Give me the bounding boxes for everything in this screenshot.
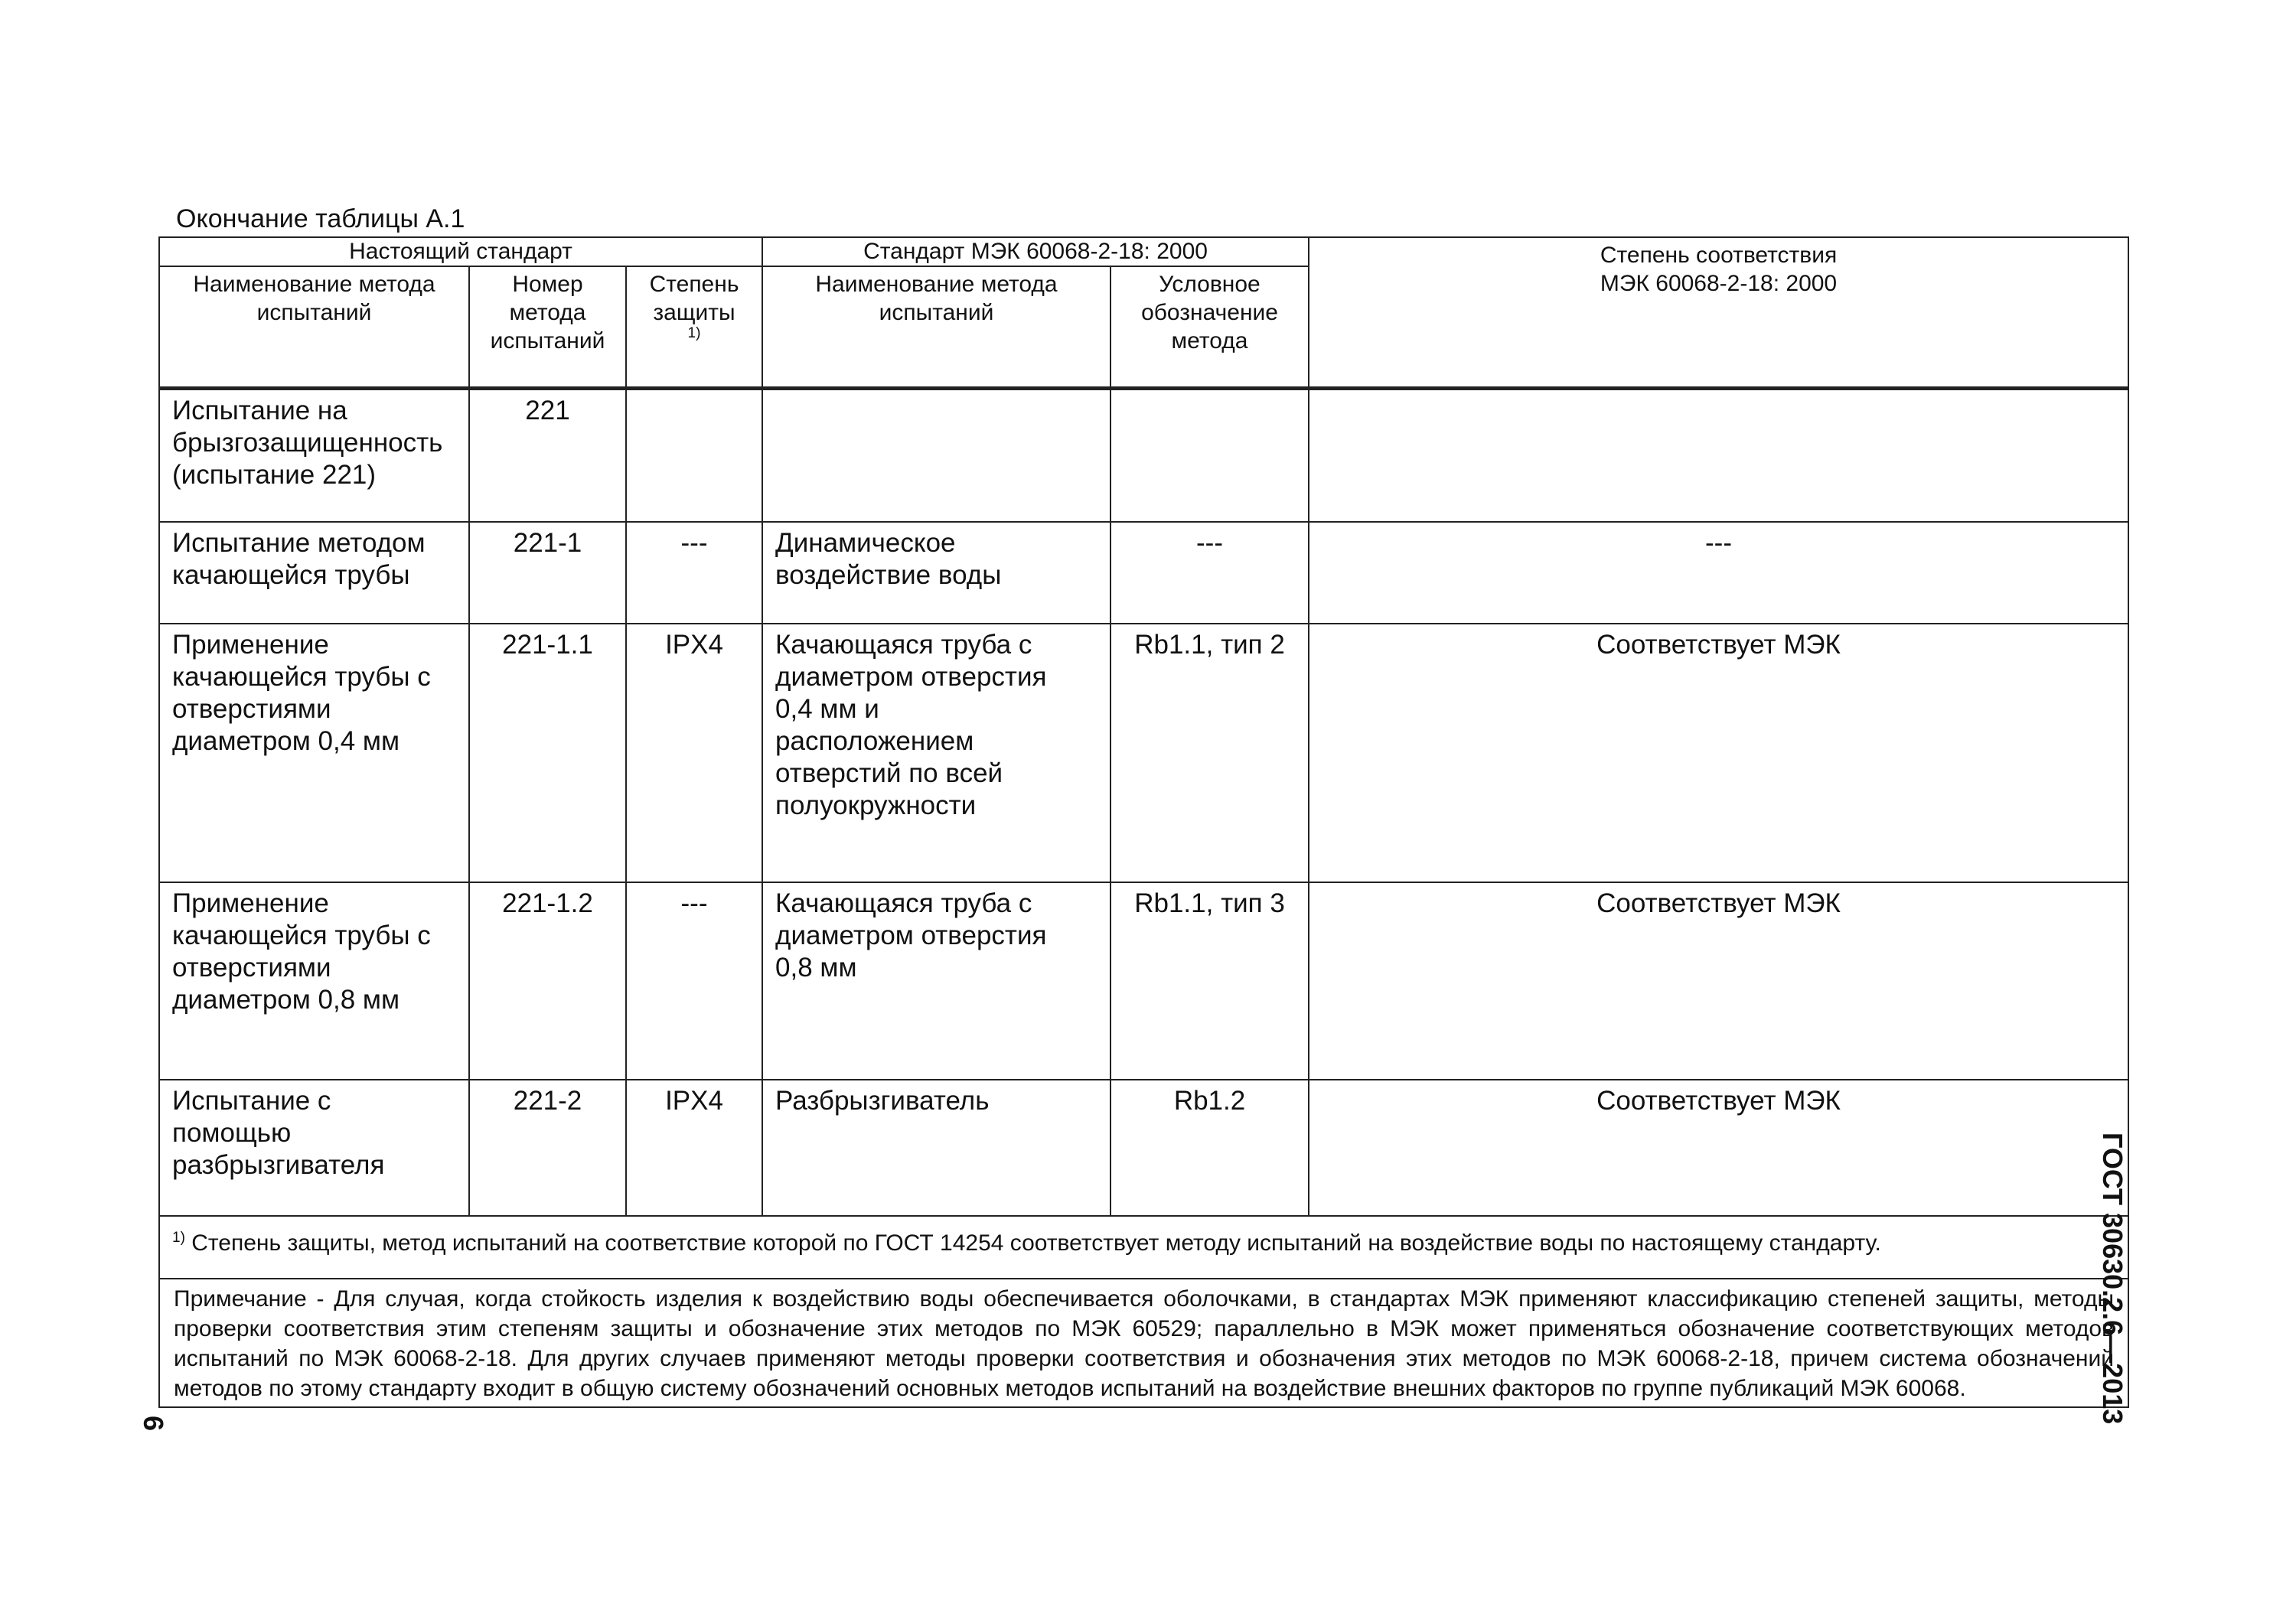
- header-conformity-line1: Степень соответствия: [1600, 243, 1838, 268]
- header-col-name: [159, 266, 469, 389]
- header-col-designation: [1110, 266, 1309, 389]
- cell-text: расположением: [775, 726, 974, 756]
- cell-text: полуокружности: [775, 790, 977, 820]
- header-col-degree-line2: защиты: [653, 300, 735, 325]
- standards-comparison-table: [158, 236, 2129, 1408]
- cell-conformity: ---: [1309, 522, 2128, 624]
- header-col-name-line2: испытаний: [256, 300, 372, 325]
- cell-text: Испытание методом: [172, 528, 426, 558]
- cell-text: отверстий по всей: [775, 758, 1003, 788]
- cell-name: [159, 624, 469, 882]
- table-row: [159, 1080, 2128, 1216]
- cell-text: Применение: [172, 630, 329, 660]
- cell-text: качающейся трубы: [172, 560, 410, 590]
- cell-degree: ---: [626, 522, 762, 624]
- cell-name: [159, 389, 469, 523]
- cell-text: диаметром 0,8 мм: [172, 985, 400, 1015]
- footnote: [159, 1216, 2128, 1279]
- cell-text: Разбрызгиватель: [775, 1086, 990, 1116]
- header-col-degree-note: 1): [687, 325, 701, 341]
- cell-text: помощью: [172, 1118, 292, 1148]
- cell-iec-name: [762, 389, 1110, 523]
- header-col-number-line1: Номер: [512, 272, 583, 297]
- table-row: [159, 624, 2128, 882]
- cell-text: 0,4 мм и: [775, 694, 879, 724]
- cell-text: отверстиями: [172, 953, 331, 983]
- table-row: [159, 522, 2128, 624]
- header-col-iec-name-line2: испытаний: [879, 300, 994, 325]
- cell-text: качающейся трубы с: [172, 662, 431, 692]
- cell-number: 221: [469, 389, 626, 523]
- cell-designation: Rb1.1, тип 3: [1110, 882, 1309, 1080]
- header-col-degree-line1: Степень: [649, 272, 739, 297]
- header-col-iec-name: [762, 266, 1110, 389]
- header-conformity: [1309, 237, 2128, 389]
- cell-text: Испытание на: [172, 396, 347, 425]
- header-col-designation-line2: обозначение: [1141, 300, 1278, 325]
- cell-number: 221-1: [469, 522, 626, 624]
- cell-degree: [626, 389, 762, 523]
- document-designation: ГОСТ 30630.2.6—2013: [2097, 1133, 2128, 1425]
- cell-text: 0,8 мм: [775, 953, 857, 983]
- cell-text: воздействие воды: [775, 560, 1002, 590]
- header-conformity-line2: МЭК 60068-2-18: 2000: [1600, 271, 1838, 296]
- cell-text: разбрызгивателя: [172, 1150, 385, 1180]
- footnote-row: [159, 1216, 2128, 1279]
- cell-name: [159, 1080, 469, 1216]
- cell-text: брызгозащищенность: [172, 428, 443, 458]
- cell-name: [159, 882, 469, 1080]
- cell-degree: IPX4: [626, 624, 762, 882]
- cell-designation: Rb1.1, тип 2: [1110, 624, 1309, 882]
- cell-number: 221-1.1: [469, 624, 626, 882]
- cell-text: Качающаяся труба с: [775, 630, 1032, 660]
- cell-degree: IPX4: [626, 1080, 762, 1216]
- cell-text: диаметром отверстия: [775, 662, 1047, 692]
- page-number: 6: [138, 1415, 170, 1432]
- cell-text: Качающаяся труба с: [775, 888, 1032, 918]
- header-current-standard: Настоящий стандарт: [159, 237, 762, 266]
- cell-text: Испытание с: [172, 1086, 331, 1116]
- cell-text: Динамическое: [775, 528, 956, 558]
- cell-text: диаметром 0,4 мм: [172, 726, 400, 756]
- header-col-number: [469, 266, 626, 389]
- cell-text: отверстиями: [172, 694, 331, 724]
- cell-text: Применение: [172, 888, 329, 918]
- cell-designation: ---: [1110, 522, 1309, 624]
- cell-text: (испытание 221): [172, 460, 377, 490]
- header-col-designation-line3: метода: [1171, 328, 1248, 354]
- cell-designation: [1110, 389, 1309, 523]
- cell-iec-name: [762, 882, 1110, 1080]
- header-col-degree: [626, 266, 762, 389]
- table-row: [159, 882, 2128, 1080]
- cell-number: 221-2: [469, 1080, 626, 1216]
- header-iec-standard: Стандарт МЭК 60068-2-18: 2000: [762, 237, 1309, 266]
- note-text: Примечание - Для случая, когда стойкость изделия к воздействию воды обеспечивается оболочками, в стандартах МЭК применяют классификацию степеней защиты, методы проверки соответствия этим степеням защиты и обозначение этих методов по МЭК 60529; параллельно в МЭК может применяться обозначение соответствующих методов испытаний по МЭК 60068-2-18. Для других случаев применяют методы проверки соответствия и обозначения этих методов по МЭК 60068-2-18, причем система обозначений методов по этому стандарту входит в общую систему обозначений основных методов испытаний на воздействие внешних факторов по группе публикаций МЭК 60068.: [159, 1279, 2128, 1407]
- footnote-mark: 1): [172, 1230, 185, 1246]
- cell-text: диаметром отверстия: [775, 921, 1047, 950]
- header-col-number-line3: испытаний: [490, 328, 605, 354]
- cell-conformity: Соответствует МЭК: [1309, 1080, 2128, 1216]
- cell-text: качающейся трубы с: [172, 921, 431, 950]
- table-caption: Окончание таблицы А.1: [176, 204, 465, 233]
- header-col-iec-name-line1: Наименование метода: [815, 272, 1058, 297]
- cell-iec-name: [762, 1080, 1110, 1216]
- header-group-row: [159, 237, 2128, 266]
- cell-degree: ---: [626, 882, 762, 1080]
- table-row: [159, 389, 2128, 523]
- cell-conformity: [1309, 389, 2128, 523]
- cell-iec-name: [762, 522, 1110, 624]
- cell-name: [159, 522, 469, 624]
- footnote-text: Степень защиты, метод испытаний на соответствие которой по ГОСТ 14254 соответствует методу испытаний на воздействие воды по настоящему стандарту.: [184, 1230, 1881, 1256]
- header-col-number-line2: метода: [509, 300, 586, 325]
- header-col-designation-line1: Условное: [1159, 272, 1261, 297]
- header-col-name-line1: Наименование метода: [193, 272, 435, 297]
- cell-conformity: Соответствует МЭК: [1309, 882, 2128, 1080]
- note-row: [159, 1279, 2128, 1407]
- cell-iec-name: [762, 624, 1110, 882]
- cell-conformity: Соответствует МЭК: [1309, 624, 2128, 882]
- cell-number: 221-1.2: [469, 882, 626, 1080]
- cell-designation: Rb1.2: [1110, 1080, 1309, 1216]
